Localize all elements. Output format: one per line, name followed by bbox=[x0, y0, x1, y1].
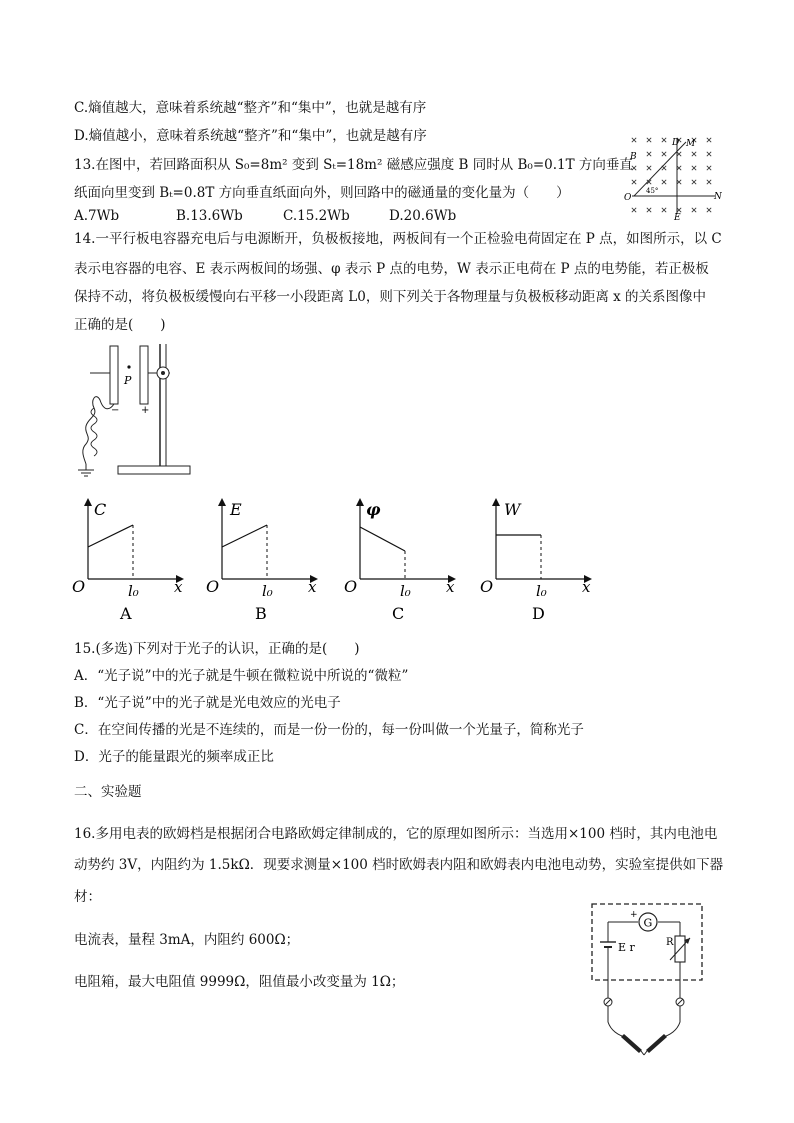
q15-option-c: C．在空间传播的光是不连续的，而是一份一份的，每一份叫做一个光量子，简称光子 bbox=[74, 722, 584, 738]
field-cross-icon bbox=[647, 208, 651, 212]
q14-stem-line2: 表示电容器的电容、E 表示两板间的场强、φ 表示 P 点的电势，W 表示正电荷在 P 点的电势能，若正极板 bbox=[74, 261, 709, 277]
q14-graph-a bbox=[70, 495, 190, 630]
graph-a-tick: l₀ bbox=[128, 582, 139, 600]
field-cross-icon bbox=[692, 180, 696, 184]
field-cross-icon bbox=[662, 180, 666, 184]
label-r: R bbox=[666, 937, 674, 948]
q15-option-b: B．“光子说”中的光子就是光电效应的光电子 bbox=[74, 695, 341, 711]
field-cross-icon bbox=[707, 152, 711, 156]
label-angle: 45° bbox=[646, 187, 659, 195]
q15-stem: 15.(多选)下列对于光子的认识，正确的是( ) bbox=[74, 641, 360, 657]
ohmmeter-circuit-figure bbox=[584, 898, 710, 1058]
label-b: B bbox=[630, 152, 637, 162]
graph-c-tick: l₀ bbox=[400, 582, 411, 600]
label-minus: − bbox=[111, 405, 120, 416]
field-cross-icon bbox=[662, 138, 666, 142]
q13-option-a: A.7Wb bbox=[74, 208, 120, 224]
q16-stem-line3: 材： bbox=[74, 889, 101, 905]
q15-option-a: A．“光子说”中的光子就是牛顿在微粒说中所说的“微粒” bbox=[74, 668, 409, 684]
field-cross-icon bbox=[707, 166, 711, 170]
q14-graph-d bbox=[478, 495, 598, 630]
label-g: G bbox=[643, 916, 653, 930]
q12-option-d: D.熵值越小，意味着系统越“整齐”和“集中”，也就是越有序 bbox=[74, 128, 427, 144]
field-cross-icon bbox=[632, 166, 636, 170]
graph-c-caption: C bbox=[392, 604, 405, 623]
q14-graph-c bbox=[342, 495, 462, 630]
field-cross-icon bbox=[692, 152, 696, 156]
q16-item-resistance-box: 电阻箱，最大电阻值 9999Ω，阻值最小改变量为 1Ω； bbox=[74, 974, 405, 990]
label-plus-g: + bbox=[630, 910, 638, 920]
graph-a-origin: O bbox=[72, 577, 86, 596]
magnetic-field-figure bbox=[622, 130, 722, 222]
graph-a-caption: A bbox=[120, 604, 132, 623]
graph-b-caption: B bbox=[255, 604, 267, 623]
graph-d-tick: l₀ bbox=[536, 582, 547, 600]
q14-stem-line3: 保持不动，将负极板缓慢向右平移一小段距离 L0，则下列关于各物理量与负极板移动距离 x 的关系图像中 bbox=[74, 289, 707, 305]
field-cross-icon bbox=[707, 180, 711, 184]
q13-option-c: C.15.2Wb bbox=[283, 208, 350, 224]
field-cross-icon bbox=[632, 138, 636, 142]
q16-item-ammeter: 电流表，量程 3mA，内阻约 600Ω； bbox=[74, 932, 300, 948]
field-cross-icon bbox=[647, 152, 651, 156]
field-cross-icon bbox=[692, 208, 696, 212]
label-d: D bbox=[672, 138, 680, 148]
field-cross-icon bbox=[707, 208, 711, 212]
label-o: O bbox=[624, 193, 632, 203]
label-plus: + bbox=[141, 405, 150, 416]
graph-b-tick: l₀ bbox=[262, 582, 273, 600]
field-cross-icon bbox=[662, 152, 666, 156]
label-er: E r bbox=[618, 941, 635, 954]
q13-stem-line2: 纸面向里变到 Bₜ=0.8T 方向垂直纸面向外，则回路中的磁通量的变化量为（ ） bbox=[74, 185, 570, 201]
graph-c-ylabel: φ bbox=[366, 500, 381, 519]
graph-a-xlabel: x bbox=[174, 578, 183, 596]
q14-stem-line1: 14.一平行板电容器充电后与电源断开，负极板接地，两板间有一个正检验电荷固定在 P 点，如图所示，以 C bbox=[74, 231, 722, 247]
q13-option-b: B.13.6Wb bbox=[176, 208, 243, 224]
label-m: M bbox=[686, 139, 696, 149]
graph-d-caption: D bbox=[532, 604, 545, 623]
field-cross-icon bbox=[662, 208, 666, 212]
graph-c-xlabel: x bbox=[446, 578, 455, 596]
q15-option-d: D．光子的能量跟光的频率成正比 bbox=[74, 749, 274, 765]
field-cross-icon bbox=[632, 180, 636, 184]
graph-d-xlabel: x bbox=[582, 578, 591, 596]
graph-d-ylabel: W bbox=[504, 500, 521, 519]
field-cross-icon bbox=[647, 166, 651, 170]
q12-option-c: C.熵值越大，意味着系统越“整齐”和“集中”，也就是越有序 bbox=[74, 100, 427, 116]
q13-stem-line1: 13.在图中，若回路面积从 S₀=8m² 变到 Sₜ=18m² 磁感应强度 B 同时从 B₀=0.1T 方向垂直 bbox=[74, 157, 633, 173]
field-cross-icon bbox=[707, 138, 711, 142]
q16-stem-line1: 16.多用电表的欧姆档是根据闭合电路欧姆定律制成的，它的原理如图所示：当选用×100 档时，其内电池电 bbox=[74, 826, 718, 842]
q13-option-d: D.20.6Wb bbox=[389, 208, 457, 224]
graph-b-ylabel: E bbox=[230, 500, 242, 519]
label-e: E bbox=[674, 213, 681, 222]
field-cross-icon bbox=[632, 208, 636, 212]
field-cross-icon bbox=[647, 138, 651, 142]
q16-stem-line2: 动势约 3V，内阻约为 1.5kΩ．现要求测量×100 档时欧姆表内阻和欧姆表内电池电动势，实验室提供如下器 bbox=[74, 857, 724, 873]
graph-b-xlabel: x bbox=[308, 578, 317, 596]
graph-c-origin: O bbox=[344, 577, 358, 596]
q14-graph-b bbox=[204, 495, 324, 630]
label-n: N bbox=[714, 192, 722, 202]
graph-a-ylabel: C bbox=[94, 500, 107, 519]
label-p: P bbox=[124, 374, 132, 387]
graph-d-origin: O bbox=[480, 577, 494, 596]
graph-b-origin: O bbox=[206, 577, 220, 596]
q14-stem-line4: 正确的是( ) bbox=[74, 317, 166, 333]
capacitor-apparatus-figure bbox=[74, 340, 194, 480]
field-cross-icon bbox=[692, 166, 696, 170]
section-heading: 二、实验题 bbox=[74, 784, 142, 800]
